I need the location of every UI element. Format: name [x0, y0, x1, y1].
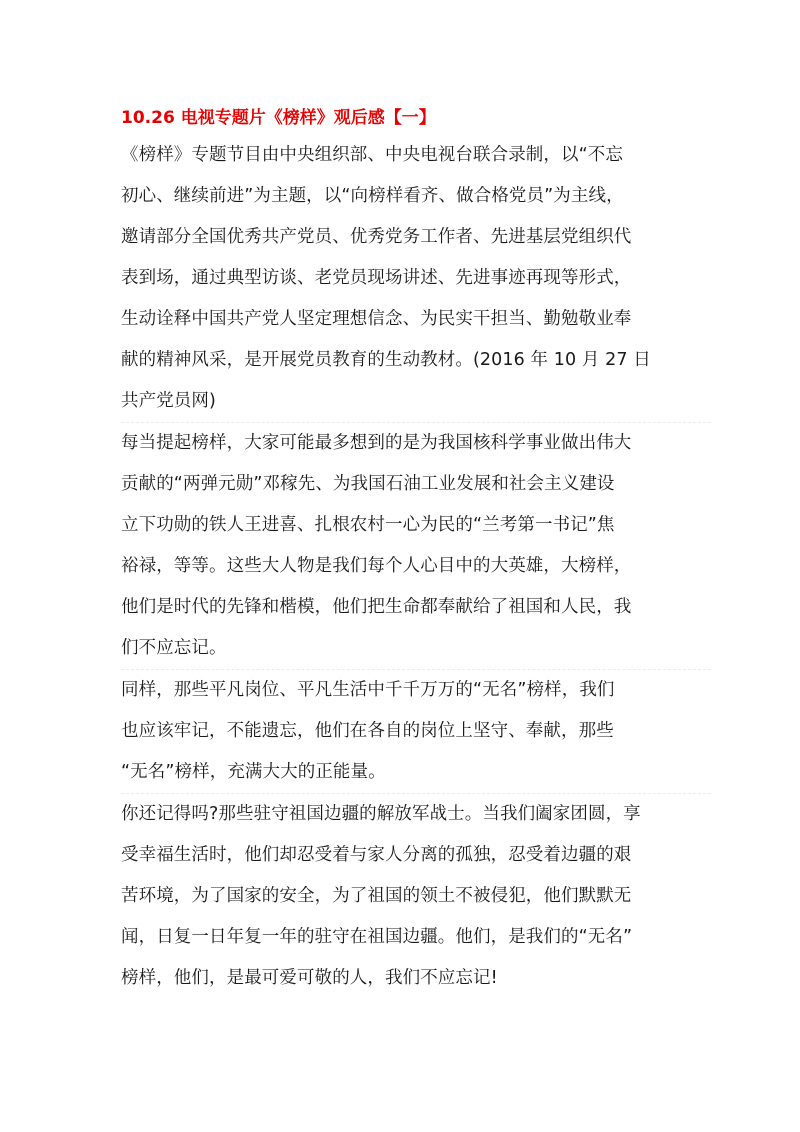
paragraph-line: 们不应忘记。	[121, 638, 227, 658]
paragraph-line: 受幸福生活时，他们却忍受着与家人分离的孤独，忍受着边疆的艰	[121, 845, 632, 865]
paragraph-2	[121, 423, 691, 669]
paragraph-line: “无名”榜样，充满大大的正能量。	[121, 762, 386, 782]
paragraph-line: 他们是时代的先锋和楷模，他们把生命都奉献给了祖国和人民，我	[121, 597, 632, 617]
paragraph-line: 每当提起榜样，大家可能最多想到的是为我国核科学事业做出伟大	[121, 433, 632, 453]
paragraph-1	[121, 135, 691, 422]
paragraph-4	[121, 794, 691, 999]
paragraph-line: 立下功勋的铁人王进喜、扎根农村一心为民的“兰考第一书记”焦	[121, 515, 615, 535]
paragraph-line: 也应该牢记，不能遗忘，他们在各自的岗位上坚守、奉献，那些	[121, 721, 614, 741]
article-body	[121, 103, 691, 999]
paragraph-line: 生动诠释中国共产党人坚定理想信念、为民实干担当、勤勉敬业奉	[121, 309, 632, 329]
paragraph-line: 你还记得吗?那些驻守祖国边疆的解放军战士。当我们阖家团圆，享	[121, 804, 641, 824]
paragraph-line: 表到场，通过典型访谈、老党员现场讲述、先进事迹再现等形式，	[121, 268, 632, 288]
paragraph-line: 榜样，他们，是最可爱可敬的人，我们不应忘记!	[121, 968, 498, 988]
paragraph-line: 同样，那些平凡岗位、平凡生活中千千万万的“无名”榜样，我们	[121, 680, 615, 700]
article-title: 10.26 电视专题片《榜样》观后感【一】	[121, 108, 436, 128]
paragraph-line: 共产党员网)	[121, 391, 216, 411]
paragraph-line: 邀请部分全国优秀共产党员、优秀党务工作者、先进基层党组织代	[121, 227, 632, 247]
paragraph-line: 裕禄，等等。这些大人物是我们每个人心目中的大英雄，大榜样，	[121, 556, 632, 576]
paragraph-line: 贡献的“两弹元勋”邓稼先、为我国石油工业发展和社会主义建设	[121, 474, 615, 494]
paragraph-line: 《榜样》专题节目由中央组织部、中央电视台联合录制，以“不忘	[121, 145, 623, 165]
paragraph-line: 闻，日复一日年复一年的驻守在祖国边疆。他们，是我们的“无名”	[121, 927, 633, 947]
paragraph-3	[121, 670, 691, 793]
paragraph-line: 苦环境，为了国家的安全，为了祖国的领土不被侵犯，他们默默无	[121, 886, 632, 906]
paragraph-line: 初心、继续前进”为主题，以“向榜样看齐、做合格党员”为主线，	[121, 186, 624, 206]
paragraph-line: 献的精神风采，是开展党员教育的生动教材。(2016 年 10 月 27 日	[121, 350, 651, 370]
